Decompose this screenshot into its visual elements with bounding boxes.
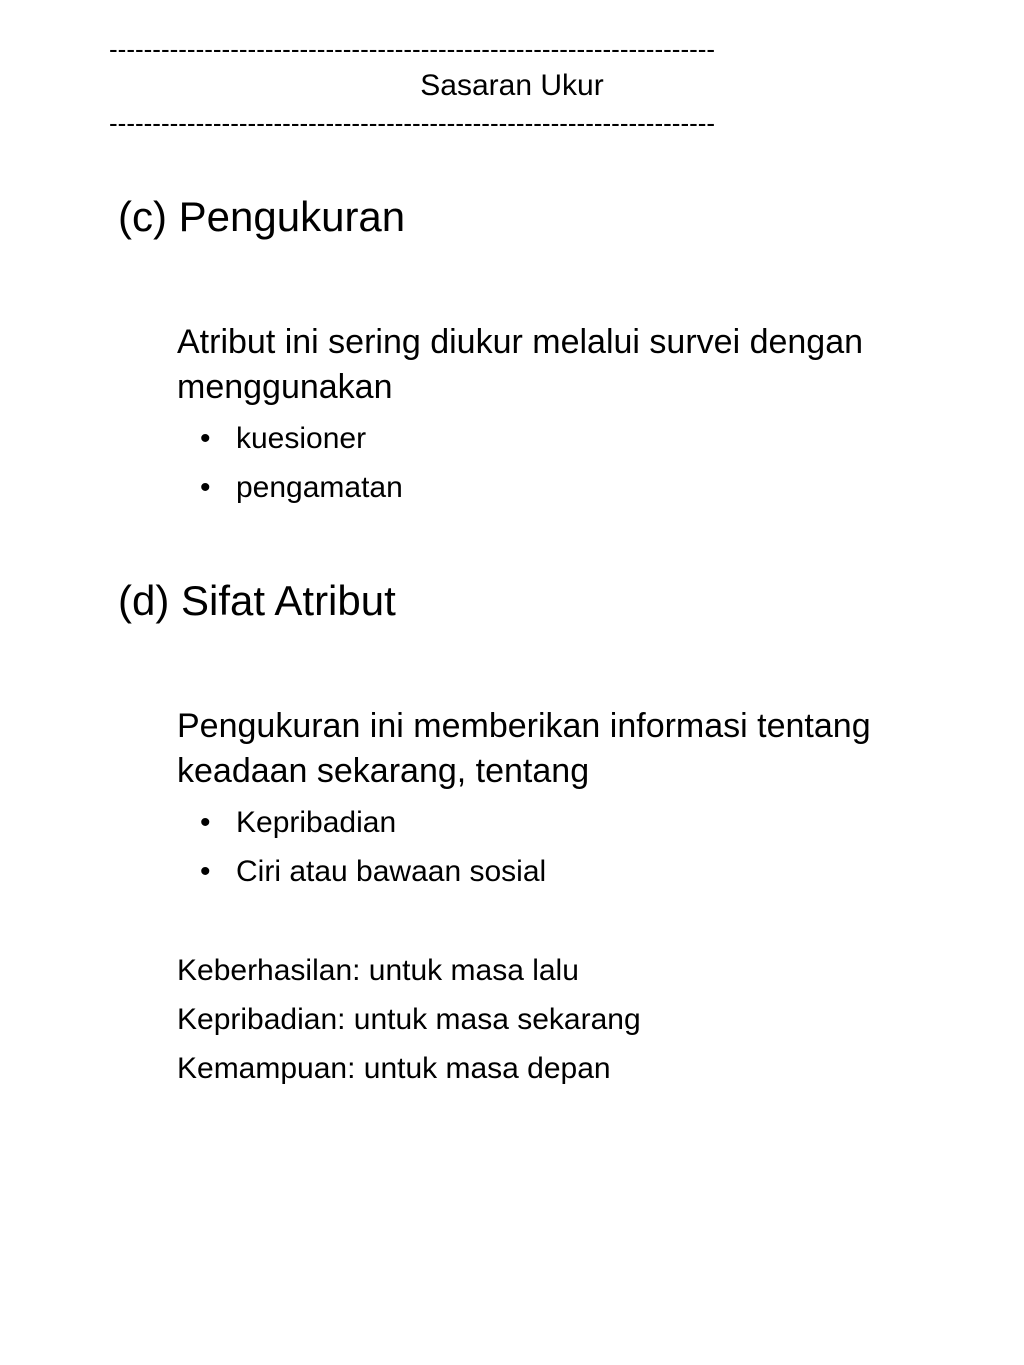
section-c-paragraph: Atribut ini sering diukur melalui survei dengan menggunakan (177, 323, 864, 406)
list-item-text: pengamatan (236, 471, 403, 504)
page-title: Sasaran Ukur (420, 69, 604, 102)
summary-list (177, 946, 641, 1093)
summary-line: Kemampuan: untuk masa depan (177, 1052, 611, 1085)
list-item-text: Kepribadian (236, 806, 397, 839)
list-item-text: kuesioner (236, 422, 367, 455)
section-d-heading: (d) Sifat Atribut (118, 577, 396, 624)
list-item-text: Ciri atau bawaan sosial (236, 855, 547, 888)
list-item (200, 847, 546, 896)
section-d-bullet-list (200, 798, 546, 896)
summary-line: Keberhasilan: untuk masa lalu (177, 954, 579, 987)
bullet-icon: • (200, 855, 211, 888)
list-item (200, 798, 546, 847)
section-c-bullet-list (200, 414, 403, 512)
bullet-icon: • (200, 422, 211, 455)
list-item (200, 463, 403, 512)
section-c-heading: (c) Pengukuran (118, 193, 406, 240)
header-divider-top: ---------------------------------------------------------------------- (109, 34, 716, 64)
summary-line: Kepribadian: untuk masa sekarang (177, 1003, 641, 1036)
bullet-icon: • (200, 806, 211, 839)
page-header (0, 34, 1024, 138)
list-item (200, 414, 403, 463)
section-d-paragraph: Pengukuran ini memberikan informasi tentang keadaan sekarang, tentang (177, 707, 871, 790)
header-divider-bottom: ---------------------------------------------------------------------- (109, 108, 716, 138)
bullet-icon: • (200, 471, 211, 504)
